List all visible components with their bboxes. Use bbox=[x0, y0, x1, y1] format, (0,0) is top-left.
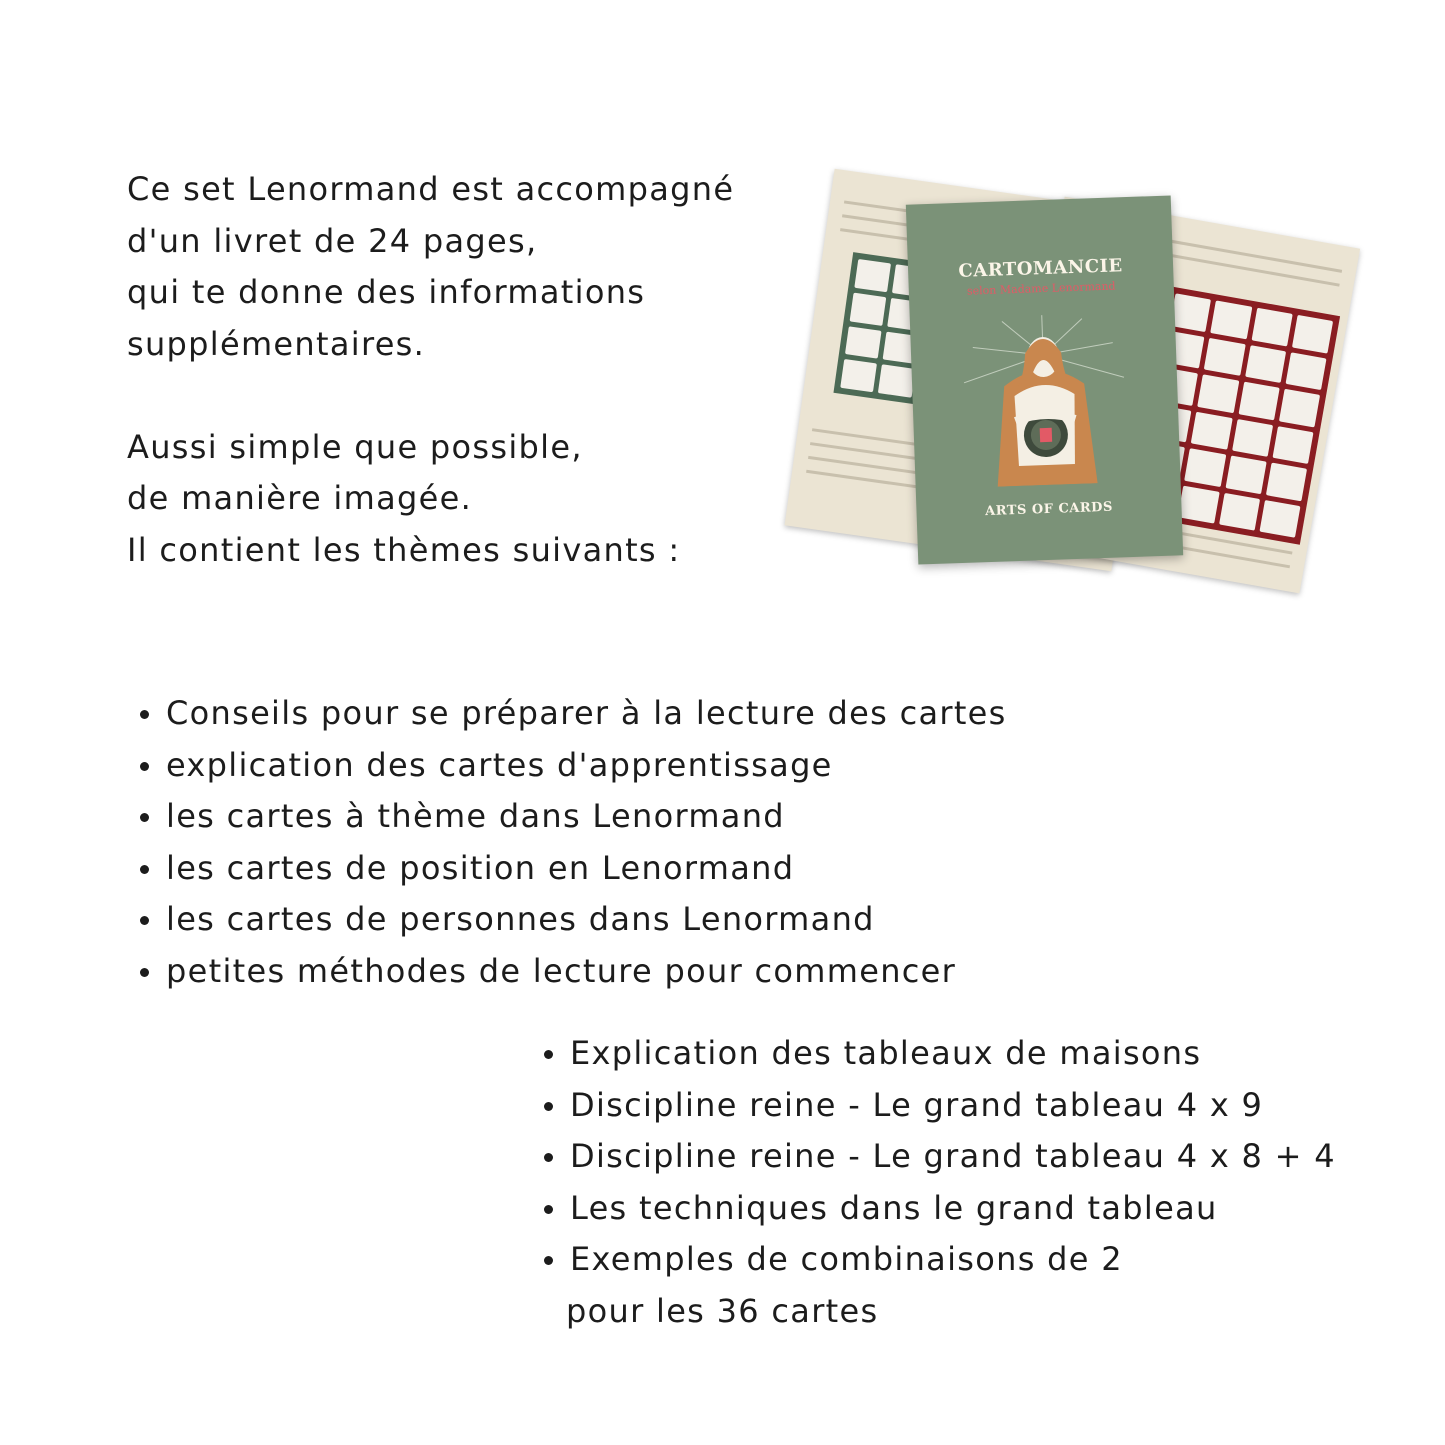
bullet-icon bbox=[544, 1153, 553, 1162]
list-item-text: Les techniques dans le grand tableau bbox=[570, 1188, 1218, 1227]
list-item-text: Discipline reine - Le grand tableau 4 x 8 + 4 bbox=[570, 1137, 1336, 1175]
list-item bbox=[138, 946, 1007, 998]
intro-line: d'un livret de 24 pages, bbox=[127, 221, 538, 260]
bullet-icon bbox=[140, 813, 149, 822]
bullet-icon bbox=[544, 1256, 553, 1265]
intro-line: Aussi simple que possible, bbox=[127, 427, 583, 466]
list-item bbox=[138, 791, 1007, 843]
advanced-themes-list bbox=[542, 1028, 1336, 1337]
list-item-continuation: pour les 36 cartes bbox=[566, 1291, 879, 1330]
themes-list bbox=[138, 688, 1007, 997]
intro-line: Il contient les thèmes suivants : bbox=[127, 530, 681, 569]
list-item-text: les cartes de position en Lenormand bbox=[166, 848, 795, 887]
list-item-text: les cartes de personnes dans Lenormand bbox=[166, 900, 875, 938]
bullet-icon bbox=[140, 968, 149, 977]
list-item bbox=[542, 1183, 1336, 1235]
list-item bbox=[542, 1131, 1336, 1183]
list-item bbox=[542, 1080, 1336, 1132]
bullet-icon bbox=[544, 1050, 553, 1059]
cover-title: CARTOMANCIE bbox=[958, 255, 1124, 282]
list-item bbox=[138, 740, 1007, 792]
list-item-text: Conseils pour se préparer à la lecture des cartes bbox=[166, 694, 1007, 732]
intro-text bbox=[127, 164, 767, 576]
list-item bbox=[542, 1234, 1336, 1337]
bullet-icon bbox=[140, 916, 149, 925]
list-item bbox=[138, 843, 1007, 895]
list-item-text: Explication des tableaux de maisons bbox=[570, 1034, 1202, 1072]
intro-line: Ce set Lenormand est accompagné bbox=[127, 170, 735, 208]
bullet-icon bbox=[140, 865, 149, 874]
list-item-text: les cartes à thème dans Lenormand bbox=[166, 797, 785, 835]
booklet-cover bbox=[906, 195, 1183, 564]
list-item bbox=[138, 894, 1007, 946]
booklet-photo bbox=[800, 160, 1340, 605]
list-item-text: Exemples de combinaisons de 2 bbox=[570, 1240, 1123, 1278]
intro-line: supplémentaires. bbox=[127, 324, 426, 363]
bullet-icon bbox=[140, 710, 149, 719]
list-item-text: explication des cartes d'apprentissage bbox=[166, 745, 833, 784]
fortune-teller-illustration bbox=[942, 312, 1148, 489]
cover-brand: ARTS OF CARDS bbox=[984, 499, 1114, 520]
paragraph-gap bbox=[127, 370, 767, 422]
list-item bbox=[138, 688, 1007, 740]
bullet-icon bbox=[544, 1205, 553, 1214]
list-item bbox=[542, 1028, 1336, 1080]
list-item-text: Discipline reine - Le grand tableau 4 x 9 bbox=[570, 1085, 1264, 1124]
cover-subtitle: selon Madame Lenormand bbox=[966, 279, 1116, 298]
intro-line: de manière imagée. bbox=[127, 479, 473, 517]
intro-line: qui te donne des informations bbox=[127, 273, 646, 311]
bullet-icon bbox=[140, 762, 149, 771]
bullet-icon bbox=[544, 1102, 553, 1111]
list-item-text: petites méthodes de lecture pour commencer bbox=[166, 951, 957, 990]
